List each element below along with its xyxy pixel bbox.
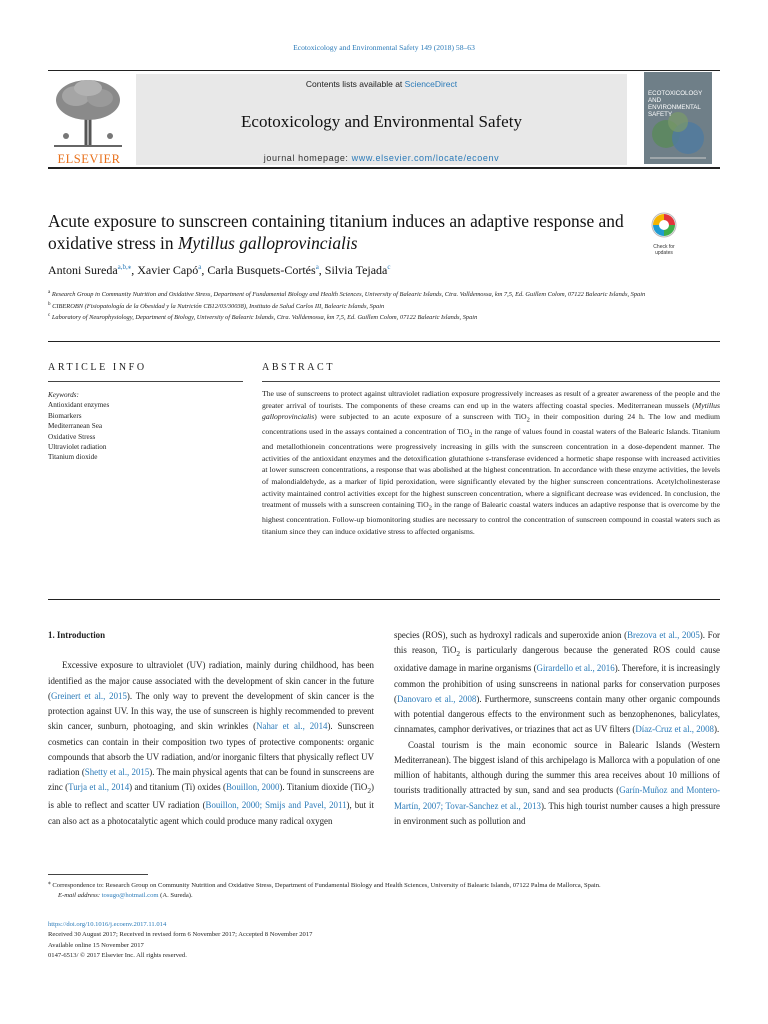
section-heading: 1. Introduction <box>48 630 106 640</box>
citation-link[interactable]: Brezova et al., 2005 <box>627 630 700 640</box>
contents-line <box>136 79 627 89</box>
citation-link[interactable]: Díaz-Cruz et al., 2008 <box>635 724 714 735</box>
citation-link[interactable]: Garín-Muñoz and Montero-Martín, 2007; Tovar-Sanchez et al., 2013 <box>394 785 720 811</box>
author[interactable]: Carla Busquets-Cortés$^a$, <box>207 263 325 277</box>
keywords-label: Keywords: <box>48 391 79 399</box>
elsevier-tree-icon <box>48 76 128 148</box>
correspondence-footnote <box>48 878 720 901</box>
homepage-line <box>136 153 627 163</box>
journal-cover-thumbnail[interactable] <box>644 72 712 164</box>
crossmark-line2: updates <box>655 249 673 256</box>
citation-link[interactable]: Nahar et al., 2014 <box>256 721 328 732</box>
affiliation-item: $^b$ CIBEROBN (Fisiopatología de la Obesidad y la Nutrición CB12/03/30038), Instituto de Salud Carlos III, Balearic Islands, Spain <box>48 301 385 310</box>
crossmark-icon <box>651 212 677 240</box>
article-title <box>48 210 628 254</box>
keyword: Oxidative Stress <box>48 432 96 441</box>
author[interactable]: Antoni Sureda$^{a,b,⁎}$, <box>48 263 138 277</box>
author-list <box>48 263 391 278</box>
body-column-right <box>394 628 720 829</box>
affiliation-item: $^c$ Laboratory of Neurophysiology, Department of Biology, University of Balearic Islands, Ctra. Valldemossa, km 7,5, Ed. Guillem Colom, 07122 Balearic Islands, Spain <box>48 313 478 322</box>
cover-art-icon <box>644 72 712 164</box>
keyword: Mediterranean Sea <box>48 422 103 431</box>
divider <box>48 599 720 600</box>
abstract-heading: ABSTRACT <box>262 362 336 373</box>
keyword: Titanium dioxide <box>48 453 98 462</box>
check-for-updates-badge[interactable] <box>646 212 682 254</box>
crossmark-line1: Check for <box>653 244 675 250</box>
keyword: Antioxidant enzymes <box>48 401 110 410</box>
divider <box>48 341 720 342</box>
email-link[interactable]: tosugo@hotmail.com <box>101 892 159 900</box>
title-species: Mytillus galloprovincialis <box>177 233 358 253</box>
masthead-bottom-rule <box>48 167 720 169</box>
citation-link[interactable]: Danovaro et al., 2008 <box>396 693 477 704</box>
footnote-text: ⁎ Correspondence to: Research Group on Community Nutrition and Oxidative Stress, Department of Fundamental Biology and Health Sciences, University of Balearic Islands, 07122 Palma de Mallorca, Spain. <box>48 880 601 890</box>
masthead-center-panel <box>136 74 627 165</box>
homepage-prefix: journal homepage: <box>263 153 352 163</box>
masthead-top-rule <box>48 70 720 71</box>
available-online: Available online 15 November 2017 <box>48 941 144 949</box>
elsevier-logo[interactable] <box>48 76 128 164</box>
title-text: Acute exposure to sunscreen containing titanium induces an adaptive response and oxidative stress in <box>48 211 624 253</box>
doi-link[interactable]: https://doi.org/10.1016/j.ecoenv.2017.11.014 <box>48 921 167 928</box>
affiliation-item: $^a$ Research Group in Community Nutrition and Oxidative Stress, Department of Fundamental Biology and Health Sciences, University of Balearic Islands, Ctra. Valldemossa, km 7,5, Ed. Guillem Colom, 07122 Balearic Islands, Spain <box>48 290 646 299</box>
publication-info <box>48 920 312 961</box>
author[interactable]: Silvia Tejada$^c$ <box>324 263 391 277</box>
body-paragraph: Excessive exposure to ultraviolet (UV) radiation, mainly during childhood, has been identified as the major cause associated with the development of skin cancer in the future (Greinert et al., 2015). The only way to prevent the development of skin cancer is the protection against UV. In this way, the use of sunscreen is highly recommended to prevent skin cancer, sunburn, photoaging, and skin wrinkles (Nahar et al., 2014). Sunscreen cosmetics can contain in their composition two types of protective components: organic compounds that absorb the UV radiation, and/or inorganic filters that physically reflect UV radiation (Shetty et al., 2015). The main physical agents that can be found in sunscreens are zinc (Turja et al., 2014) and titanium (Ti) oxides (Bouillon, 2000). Titanium dioxide (TiO$_2$) is able to reflect and scatter UV radiation (Bouillon, 2000; Smijs and Pavel, 2011), but it can also act as a photocatalytic agent which could produce many radical oxygen <box>48 660 375 826</box>
received-dates: Received 30 August 2017; Received in revised form 6 November 2017; Accepted 8 November 2017 <box>48 931 313 939</box>
body-paragraph: species (ROS), such as hydroxyl radicals and superoxide anion (Brezova et al., 2005). For this reason, TiO$_2$ is particularly dangerous because the generated ROS could cause oxidative damage in marine organisms (Girardello et al., 2016). Therefore, it is increasingly common the prohibition of using sunscreens in national parks for conservation purposes (Danovaro et al., 2008). Furthermore, sunscreens contain many other organic compounds with potential dangerous effects to the environment such as benzophenones, balicylates, cinnamates, camphor derivatives, or triazines that act as UV filters (Díaz-Cruz et al., 2008). <box>394 630 721 735</box>
keywords-block <box>48 390 109 463</box>
journal-title: Ecotoxicology and Environmental Safety <box>241 112 522 131</box>
journal-reference[interactable]: Ecotoxicology and Environmental Safety 149 (2018) 58–63 <box>293 43 475 52</box>
citation-link[interactable]: Girardello et al., 2016 <box>536 663 615 674</box>
abstract-text: The use of sunscreens to protect against ultraviolet radiation exposure progressively increases as result of a greater awareness of the people and the greater arrival of tourists. The components of these creams can end up in the waters affecting coastal species. Mediterranean mussels (Mytillus galloprovincialis) were subjected to an acute exposure of a sunscreen with TiO$_2$ in their composition during 24 h. The low and medium concentrations used in the assays contained a concentration of TiO$_2$ in the range of values found in coastal waters of the Balearic Islands. Titanium and metallothionein concentrations were progressively increasing in gills with the sunscreen concentration in a dose-dependent manner. The activities of the antioxidant enzymes and the detoxification glutathione s-transferase evidenced a hormetic shape response with increased activities at lower sunscreen concentrations, a response that was abolished at the highest concentration. In accordance with these enzyme activities, the levels of malondialdehyde, as a marker of lipid peroxidation, were significantly elevated by the higher sunscreen concentrations. Acetylcholinesterase activity maintained control activities except for the highest sunscreen concentration, where a significant decrease was evidenced. In conclusion, the treatment of mussels with a sunscreen containing TiO$_2$ in the range of Balearic coastal waters induces an adaptive response that is overcome by the highest concentration. Follow-up biomonitoring studies are necessary to control the concentration of sunscreen compound in coastal waters such as titanium since they can induce oxidative stress to affected organisms. <box>262 389 720 536</box>
citation-link[interactable]: Bouillon, 2000 <box>226 782 280 793</box>
citation-link[interactable]: Bouillon, 2000; Smijs and Pavel, 2011 <box>205 800 347 811</box>
body-paragraph: Coastal tourism is the main economic source in Balearic Islands (Western Mediterranean). The biggest island of this archipelago is Mallorca with a population of one million of habitants, although during the summer this area receives about 10 millions of tourists traditionally attracted by sun, sand and sea products (Garín-Muñoz and Montero-Martín, 2007; Tovar-Sanchez et al., 2013). This high tourist number causes a high pressure in environment such as pollution and <box>394 739 720 826</box>
publisher-name: ELSEVIER <box>57 152 121 166</box>
article-info-heading: ARTICLE INFO <box>48 362 147 373</box>
contents-prefix: Contents lists available at <box>305 79 405 89</box>
keyword: Ultraviolet radiation <box>48 443 107 452</box>
author[interactable]: Xavier Capó$^a$, <box>137 263 208 277</box>
citation-link[interactable]: Shetty et al., 2015 <box>84 767 150 777</box>
footnote-email: E-mail address: tosugo@hotmail.com (A. Sureda). <box>58 892 193 900</box>
journal-masthead <box>48 70 720 169</box>
citation-link[interactable]: Greinert et al., 2015 <box>50 690 127 701</box>
citation-link[interactable]: Turja et al., 2014 <box>68 782 130 793</box>
homepage-link[interactable]: www.elsevier.com/locate/ecoenv <box>351 153 500 163</box>
keyword: Biomarkers <box>48 411 82 420</box>
divider <box>262 381 720 382</box>
body-column-left <box>48 628 374 829</box>
affiliations <box>48 288 728 323</box>
divider <box>48 381 243 382</box>
cover-title-text: ECOTOXICOLOGY AND ENVIRONMENTAL SAFETY <box>648 90 703 118</box>
footnote-rule <box>48 874 148 875</box>
copyright: 0147-6513/ © 2017 Elsevier Inc. All rights reserved. <box>48 951 187 959</box>
sciencedirect-link[interactable]: ScienceDirect <box>404 79 458 89</box>
